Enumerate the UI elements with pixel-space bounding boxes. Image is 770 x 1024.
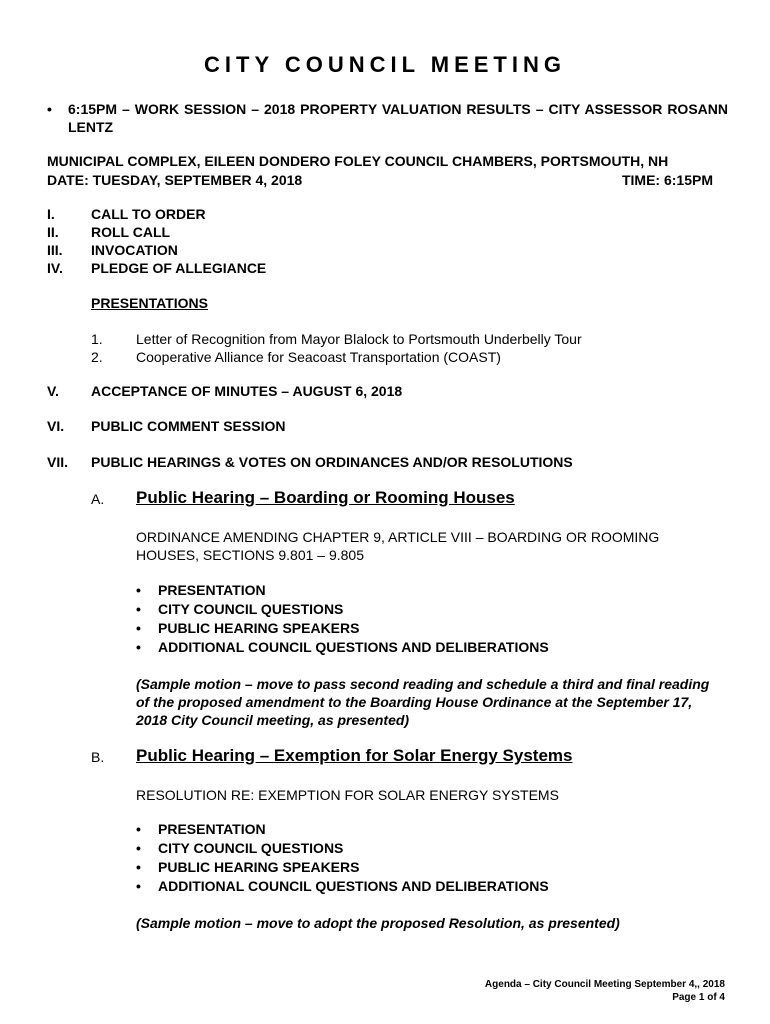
item-acceptance-of-minutes: ACCEPTANCE OF MINUTES – AUGUST 6, 2018 (91, 383, 403, 399)
item-number: I. (47, 206, 55, 222)
bullet-icon: • (136, 639, 141, 655)
bullet-icon: • (136, 859, 141, 875)
presentation-item: Cooperative Alliance for Seacoast Transportation (COAST) (136, 349, 501, 365)
item-pledge: PLEDGE OF ALLEGIANCE (91, 260, 267, 276)
hearing-b-motion: (Sample motion – move to adopt the proposed Resolution, as presented) (136, 915, 620, 931)
hearing-letter: A. (91, 491, 105, 507)
hearing-b-heading: Public Hearing – Exemption for Solar Energy Systems (136, 746, 573, 765)
presentation-number: 1. (91, 331, 103, 347)
bullet-icon: • (136, 840, 141, 856)
presentations-heading: PRESENTATIONS (91, 295, 208, 311)
presentation-number: 2. (91, 349, 103, 365)
bullet-icon: • (136, 821, 141, 837)
meeting-time: TIME: 6:15PM (621, 172, 713, 188)
bullet-icon: • (136, 620, 141, 636)
hearing-letter: B. (91, 749, 105, 765)
hearing-a-heading: Public Hearing – Boarding or Rooming Houses (136, 488, 515, 507)
bullet-icon: • (47, 101, 52, 117)
hearing-a-description: ORDINANCE AMENDING CHAPTER 9, ARTICLE VIII – BOARDING OR ROOMING HOUSES, SECTIONS 9.801 – 9.805 (136, 529, 660, 563)
bullet-icon: • (136, 582, 141, 598)
work-session-text: 6:15PM – WORK SESSION – 2018 PROPERTY VALUATION RESULTS – CITY ASSESSOR ROSANN LENTZ (68, 101, 728, 135)
footer-agenda-title: Agenda – City Council Meeting September 4,, 2018 (484, 979, 725, 990)
item-number: IV. (47, 260, 63, 276)
item-number: VII. (47, 454, 69, 470)
item-number: II. (47, 224, 59, 240)
hearing-a-motion: (Sample motion – move to pass second reading and schedule a third and final reading of the proposed amendment to the Boarding House Ordinance at the September 17, 2018 City Council meeting, as presented) (136, 676, 710, 728)
meeting-location: MUNICIPAL COMPLEX, EILEEN DONDERO FOLEY COUNCIL CHAMBERS, PORTSMOUTH, NH (47, 153, 669, 169)
page-footer (485, 978, 725, 1004)
item-public-comment: PUBLIC COMMENT SESSION (91, 418, 286, 434)
footer-page-number: Page 1 of 4 (672, 992, 725, 1003)
item-number: V. (47, 383, 59, 399)
date-time-row (47, 171, 713, 189)
meeting-date: DATE: TUESDAY, SEPTEMBER 4, 2018 (47, 172, 303, 188)
item-number: VI. (47, 418, 65, 434)
item-invocation: INVOCATION (91, 242, 178, 258)
bullet-icon: • (136, 878, 141, 894)
item-number: III. (47, 242, 63, 258)
page-title: CITY COUNCIL MEETING (204, 52, 566, 77)
presentation-item: Letter of Recognition from Mayor Blalock to Portsmouth Underbelly Tour (136, 331, 582, 347)
item-call-to-order: CALL TO ORDER (91, 206, 206, 222)
hearing-b-description: RESOLUTION RE: EXEMPTION FOR SOLAR ENERGY SYSTEMS (136, 787, 559, 803)
item-public-hearings: PUBLIC HEARINGS & VOTES ON ORDINANCES AND/OR RESOLUTIONS (91, 454, 573, 470)
bullet-icon: • (136, 601, 141, 617)
item-roll-call: ROLL CALL (91, 224, 171, 240)
